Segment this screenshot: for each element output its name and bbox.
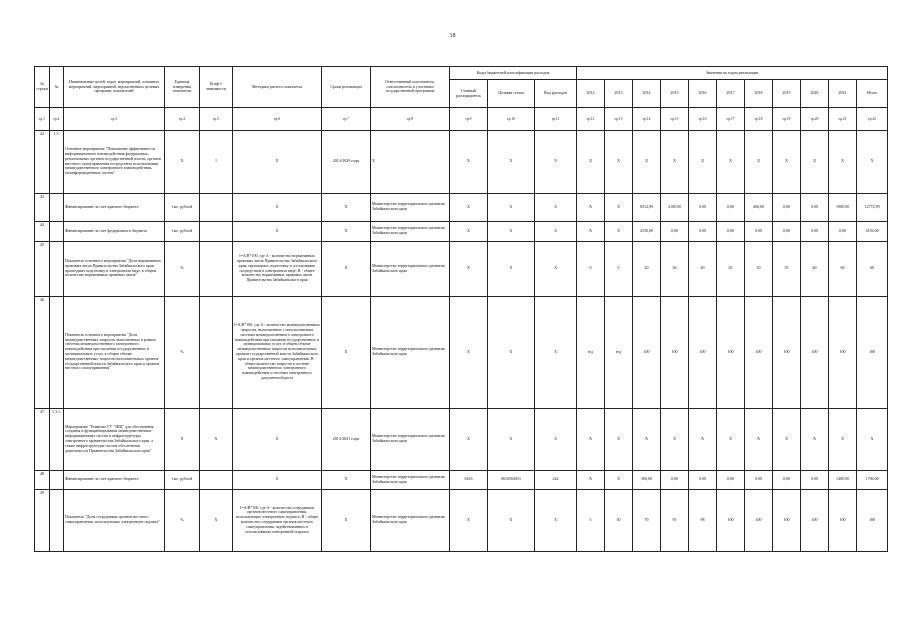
coef-cell: X bbox=[200, 489, 233, 551]
period-cell: X bbox=[322, 489, 371, 551]
year-value-cell: 12772,99 bbox=[857, 193, 888, 221]
budget-code-cell: X bbox=[488, 241, 535, 296]
table-row bbox=[35, 130, 888, 193]
unit-cell: % bbox=[165, 489, 200, 551]
row-number: 47 bbox=[35, 408, 50, 470]
unit-cell: % bbox=[165, 241, 200, 296]
budget-code-cell: X bbox=[488, 489, 535, 551]
budget-code-cell: X bbox=[488, 408, 535, 470]
year-value-cell: 0,00 bbox=[717, 470, 745, 489]
item-name: Показатель основного мероприятия "Доля межведомственных запросов, выполненных в рамках системы межведомственного электронного взаимодействия при оказании государственных и муниципальных услуг, в общем объеме межведомственных запросов исполнительных органов государственной власти Забайкальского края и органов местного самоуправления" bbox=[64, 296, 165, 408]
year-value-cell: 0,00 bbox=[773, 221, 801, 241]
year-value-cell: 0,00 bbox=[689, 193, 717, 221]
budget-code-cell: X bbox=[535, 296, 577, 408]
year-value-cell: X bbox=[577, 193, 605, 221]
year-value-cell: 0,00 bbox=[773, 193, 801, 221]
column-index-cell: гр.17 bbox=[717, 108, 745, 131]
year-value-cell: 0,00 bbox=[801, 470, 829, 489]
program-table bbox=[34, 66, 888, 552]
year-value-cell: 100 bbox=[829, 489, 857, 551]
table-row bbox=[35, 193, 888, 221]
unit-cell: X bbox=[165, 408, 200, 470]
header-responsible: Ответственный исполнитель, соисполнитель и участники государственной программы bbox=[371, 67, 450, 108]
column-index-cell: гр.10 bbox=[488, 108, 535, 131]
year-value-cell: X bbox=[577, 221, 605, 241]
year-value-cell: 50 bbox=[745, 241, 773, 296]
column-index-cell: гр.4 bbox=[165, 108, 200, 131]
year-value-cell: X bbox=[717, 408, 745, 470]
item-number bbox=[50, 296, 64, 408]
year-value-cell: 100 bbox=[745, 489, 773, 551]
unit-cell: тыс. рублей bbox=[165, 193, 200, 221]
item-name: Показатель "Доля сотрудников органов местного самоуправления, использующих электронную подпись" bbox=[64, 489, 165, 551]
column-index-cell: гр.12 bbox=[577, 108, 605, 131]
header-budget-col: Целевая статья bbox=[488, 80, 535, 108]
responsible-cell: Министерство территориального развития Забайкальского края bbox=[371, 221, 450, 241]
column-index-cell: гр.6 bbox=[233, 108, 322, 131]
header-year: 2017 bbox=[717, 80, 745, 108]
year-value-cell: 70 bbox=[633, 489, 661, 551]
column-index-cell: гр.9 bbox=[450, 108, 488, 131]
row-number: 46 bbox=[35, 296, 50, 408]
coef-cell bbox=[200, 193, 233, 221]
table-row bbox=[35, 489, 888, 551]
budget-code-cell: X bbox=[535, 130, 577, 193]
year-value-cell: X bbox=[745, 408, 773, 470]
item-name: Показатель основного мероприятия "Доля нормативных правовых актов Правительства Забайкальского края, прошедших подготовку в электронном виде, в общем количестве нормативных правовых актов" bbox=[64, 241, 165, 296]
year-value-cell: 100 bbox=[689, 296, 717, 408]
year-value-cell: X bbox=[689, 130, 717, 193]
year-value-cell: X bbox=[633, 408, 661, 470]
year-value-cell: X bbox=[577, 130, 605, 193]
table-row bbox=[35, 470, 888, 489]
column-index-cell: гр.21 bbox=[829, 108, 857, 131]
year-value-cell: 95 bbox=[661, 489, 689, 551]
column-index-cell: гр.5 bbox=[200, 108, 233, 131]
year-value-cell: X bbox=[801, 130, 829, 193]
year-value-cell: X bbox=[745, 130, 773, 193]
year-value-cell: н/д bbox=[577, 296, 605, 408]
year-value-cell: 100 bbox=[773, 489, 801, 551]
table-row bbox=[35, 221, 888, 241]
table-row bbox=[35, 296, 888, 408]
responsible-cell: Министерство территориального развития Забайкальского края bbox=[371, 408, 450, 470]
year-value-cell: X bbox=[605, 470, 633, 489]
year-value-cell: 55 bbox=[773, 241, 801, 296]
year-value-cell: X bbox=[773, 408, 801, 470]
column-index-cell: гр.16 bbox=[689, 108, 717, 131]
budget-code-cell: X bbox=[488, 296, 535, 408]
header-year: 2016 bbox=[689, 80, 717, 108]
year-value-cell: X bbox=[633, 130, 661, 193]
year-value-cell: 300,00 bbox=[633, 470, 661, 489]
row-number: 42 bbox=[35, 130, 50, 193]
year-value-cell: 0,00 bbox=[717, 193, 745, 221]
row-number: 43 bbox=[35, 193, 50, 221]
year-value-cell: X bbox=[689, 408, 717, 470]
budget-code-cell: 0416 bbox=[450, 470, 488, 489]
period-cell: 2014-2020 годы bbox=[322, 130, 371, 193]
row-number: 49 bbox=[35, 489, 50, 551]
responsible-cell: X bbox=[371, 130, 450, 193]
column-index-cell: гр.1 bbox=[35, 108, 50, 131]
period-cell: 2014-2021 годы bbox=[322, 408, 371, 470]
header-method: Методика расчета показателя bbox=[233, 67, 322, 108]
budget-code-cell: X bbox=[488, 193, 535, 221]
responsible-cell: Министерство территориального развития Забайкальского края bbox=[371, 489, 450, 551]
year-value-cell: 5 bbox=[577, 489, 605, 551]
year-value-cell: 60 bbox=[801, 241, 829, 296]
method-cell: I=A/B*100, где A - количество межведомственных запросов, выполненных с использованием системы межведомственного электронного взаимодействия при оказании государственных и муниципальных услуг, в общем объеме межведомственных запросов исполнительных органов государственной власти Забайкальского края и органов местного самоуправления; B - общее количество запросов в системе межведомственного электронного взаимодействия и системы электронного документооборота bbox=[233, 296, 322, 408]
row-number: 44 bbox=[35, 221, 50, 241]
table-row bbox=[35, 408, 888, 470]
header-unit: Единица измерения показателя bbox=[165, 67, 200, 108]
year-value-cell: X bbox=[605, 130, 633, 193]
column-index-cell: гр.14 bbox=[633, 108, 661, 131]
year-value-cell: 0,00 bbox=[801, 221, 829, 241]
budget-code-cell: 0610504051 bbox=[488, 470, 535, 489]
header-year: 2015 bbox=[661, 80, 689, 108]
year-value-cell: 460,00 bbox=[745, 193, 773, 221]
year-value-cell: 98 bbox=[689, 489, 717, 551]
header-budget-col: Главный распорядитель bbox=[450, 80, 488, 108]
item-number bbox=[50, 470, 64, 489]
budget-code-cell: X bbox=[488, 221, 535, 241]
year-value-cell: н/д bbox=[605, 296, 633, 408]
header-period: Сроки реализации bbox=[322, 67, 371, 108]
column-index-cell: гр.2 bbox=[50, 108, 64, 131]
coef-cell: 1 bbox=[200, 130, 233, 193]
item-name: Финансирование за счет федерального бюджета bbox=[64, 221, 165, 241]
header-year: 2019 bbox=[773, 80, 801, 108]
column-index-cell: гр.8 bbox=[371, 108, 450, 131]
header-year: 2014 bbox=[633, 80, 661, 108]
budget-code-cell: X bbox=[535, 489, 577, 551]
row-number: 45 bbox=[35, 241, 50, 296]
unit-cell: % bbox=[165, 296, 200, 408]
period-cell: X bbox=[322, 241, 371, 296]
item-number: 1.3. bbox=[50, 130, 64, 193]
year-value-cell: 60 bbox=[829, 241, 857, 296]
header-budget-col: Вид расходов bbox=[535, 80, 577, 108]
column-index-cell: гр.13 bbox=[605, 108, 633, 131]
coef-cell bbox=[200, 241, 233, 296]
item-name: Основное мероприятие "Повышение эффективности информационного взаимодействия федеральных, региональных органов государственной власти, органов местного самоуправления посредством использования межведомственного электронного взаимодействия, геоинформационных систем" bbox=[64, 130, 165, 193]
header-coef: Коэф-т значимости bbox=[200, 67, 233, 108]
column-index-cell: гр.11 bbox=[535, 108, 577, 131]
header-row-number: № строки bbox=[35, 67, 50, 108]
year-value-cell: X bbox=[577, 408, 605, 470]
header-budget-group: Коды бюджетной классификации расходов bbox=[450, 67, 577, 80]
year-value-cell: 1900,00 bbox=[829, 193, 857, 221]
year-value-cell: X bbox=[577, 470, 605, 489]
coef-cell: X bbox=[200, 408, 233, 470]
item-number bbox=[50, 241, 64, 296]
header-name: Наименование целей, задач, мероприятий, основных мероприятий, мероприятий, ведомственных целевых программ, показателей bbox=[64, 67, 165, 108]
budget-code-cell: 242 bbox=[535, 470, 577, 489]
coef-cell bbox=[200, 221, 233, 241]
header-year: Итого bbox=[857, 80, 888, 108]
year-value-cell: 0,00 bbox=[773, 470, 801, 489]
year-value-cell: 100 bbox=[801, 489, 829, 551]
header-year: 2012 bbox=[577, 80, 605, 108]
method-cell: X bbox=[233, 470, 322, 489]
period-cell: X bbox=[322, 296, 371, 408]
year-value-cell: 0,00 bbox=[661, 470, 689, 489]
year-value-cell: X bbox=[661, 408, 689, 470]
item-name: Финансирование за счет краевого бюджета bbox=[64, 470, 165, 489]
budget-code-cell: X bbox=[450, 241, 488, 296]
method-cell: I=A/B*100, где A - количество нормативных правовых актов Правительства Забайкальского края, прошедших подготовку и согласование посредством в электронном виде; B - общее количество нормативных правовых актов Правительства Забайкальского края bbox=[233, 241, 322, 296]
year-value-cell: 100 bbox=[745, 296, 773, 408]
budget-code-cell: X bbox=[535, 241, 577, 296]
budget-code-cell: X bbox=[450, 130, 488, 193]
year-value-cell: X bbox=[773, 130, 801, 193]
period-cell: X bbox=[322, 221, 371, 241]
year-value-cell: 100 bbox=[857, 489, 888, 551]
year-value-cell: 0,00 bbox=[801, 193, 829, 221]
item-number: 1.3.1. bbox=[50, 408, 64, 470]
year-value-cell: 100 bbox=[717, 296, 745, 408]
year-value-cell: 100 bbox=[661, 296, 689, 408]
column-index-cell: гр.3 bbox=[64, 108, 165, 131]
year-value-cell: 100 bbox=[829, 296, 857, 408]
unit-cell: тыс. рублей bbox=[165, 470, 200, 489]
budget-code-cell: X bbox=[450, 296, 488, 408]
year-value-cell: 100 bbox=[773, 296, 801, 408]
year-value-cell: X bbox=[801, 408, 829, 470]
year-value-cell: 0,00 bbox=[829, 221, 857, 241]
budget-code-cell: X bbox=[450, 221, 488, 241]
year-value-cell: 40 bbox=[689, 241, 717, 296]
year-value-cell: 100 bbox=[633, 296, 661, 408]
year-value-cell: 30 bbox=[661, 241, 689, 296]
year-value-cell: 100 bbox=[857, 296, 888, 408]
year-value-cell: 4150,00 bbox=[633, 221, 661, 241]
header-year: 2018 bbox=[745, 80, 773, 108]
column-index-cell: гр.19 bbox=[773, 108, 801, 131]
item-number bbox=[50, 221, 64, 241]
column-index-cell: гр.18 bbox=[745, 108, 773, 131]
year-value-cell: 45 bbox=[717, 241, 745, 296]
budget-code-cell: X bbox=[535, 221, 577, 241]
column-index-cell: гр.20 bbox=[801, 108, 829, 131]
year-value-cell: X bbox=[661, 130, 689, 193]
responsible-cell: Министерство территориального развития Забайкальского края bbox=[371, 296, 450, 408]
method-cell: X bbox=[233, 193, 322, 221]
row-number: 48 bbox=[35, 470, 50, 489]
year-value-cell: 100 bbox=[717, 489, 745, 551]
column-index-cell: гр.7 bbox=[322, 108, 371, 131]
item-name: Мероприятие "Развитие ГУ "ЗИЦ" для обеспечения, создания и функционирования межведомственных информационных систем и инфраструктуры электронного правительства Забайкальского края, а также инфраструктуры систем обеспечения деятельности Правительства Забайкальского края" bbox=[64, 408, 165, 470]
year-value-cell: 8312,99 bbox=[633, 193, 661, 221]
year-value-cell: 0,00 bbox=[745, 470, 773, 489]
year-value-cell: 1700,00 bbox=[857, 470, 888, 489]
year-value-cell: 1400,00 bbox=[829, 470, 857, 489]
year-value-cell: 0,00 bbox=[689, 470, 717, 489]
header-year: 2021 bbox=[829, 80, 857, 108]
year-value-cell: 0,00 bbox=[661, 221, 689, 241]
item-number bbox=[50, 193, 64, 221]
budget-code-cell: X bbox=[450, 193, 488, 221]
year-value-cell: X bbox=[857, 130, 888, 193]
year-value-cell: 60 bbox=[857, 241, 888, 296]
method-cell: I=A/B*100, где A - количество сотрудников органов местного самоуправления, использующих электронную подпись; B - общее количество сотрудников органов местного самоуправления, задействованных в использовании электронной подписи bbox=[233, 489, 322, 551]
year-value-cell: 4150,00 bbox=[857, 221, 888, 241]
column-index-cell: гр.22 bbox=[857, 108, 888, 131]
header-values-group: Значения по годам реализации bbox=[577, 67, 888, 80]
year-value-cell: X bbox=[717, 130, 745, 193]
year-value-cell: X bbox=[857, 408, 888, 470]
coef-cell bbox=[200, 470, 233, 489]
budget-code-cell: X bbox=[535, 408, 577, 470]
unit-cell: тыс. рублей bbox=[165, 221, 200, 241]
year-value-cell: 2100,00 bbox=[661, 193, 689, 221]
period-cell: X bbox=[322, 193, 371, 221]
method-cell: X bbox=[233, 130, 322, 193]
budget-code-cell: X bbox=[535, 193, 577, 221]
year-value-cell: 0 bbox=[605, 241, 633, 296]
year-value-cell: 0,00 bbox=[717, 221, 745, 241]
year-value-cell: X bbox=[605, 408, 633, 470]
header-number: № bbox=[50, 67, 64, 108]
year-value-cell: 0,00 bbox=[689, 221, 717, 241]
responsible-cell: Министерство территориального развития Забайкальского края bbox=[371, 241, 450, 296]
responsible-cell: Министерство территориального развития Забайкальского края bbox=[371, 470, 450, 489]
method-cell: X bbox=[233, 408, 322, 470]
budget-code-cell: X bbox=[488, 130, 535, 193]
responsible-cell: Министерство территориального развития Забайкальского края bbox=[371, 193, 450, 221]
item-name: Финансирование за счет краевого бюджета bbox=[64, 193, 165, 221]
table-row bbox=[35, 241, 888, 296]
year-value-cell: X bbox=[605, 221, 633, 241]
year-value-cell: 30 bbox=[605, 489, 633, 551]
year-value-cell: 0,00 bbox=[745, 221, 773, 241]
header-year: 2013 bbox=[605, 80, 633, 108]
column-index-cell: гр.15 bbox=[661, 108, 689, 131]
budget-code-cell: X bbox=[450, 489, 488, 551]
budget-code-cell: X bbox=[450, 408, 488, 470]
year-value-cell: 100 bbox=[801, 296, 829, 408]
header-year: 2020 bbox=[801, 80, 829, 108]
year-value-cell: X bbox=[605, 193, 633, 221]
year-value-cell: 0 bbox=[577, 241, 605, 296]
coef-cell bbox=[200, 296, 233, 408]
item-number bbox=[50, 489, 64, 551]
year-value-cell: X bbox=[829, 408, 857, 470]
period-cell: X bbox=[322, 470, 371, 489]
method-cell: X bbox=[233, 221, 322, 241]
year-value-cell: 20 bbox=[633, 241, 661, 296]
page-number: 18 bbox=[449, 33, 456, 39]
year-value-cell: X bbox=[829, 130, 857, 193]
unit-cell: X bbox=[165, 130, 200, 193]
